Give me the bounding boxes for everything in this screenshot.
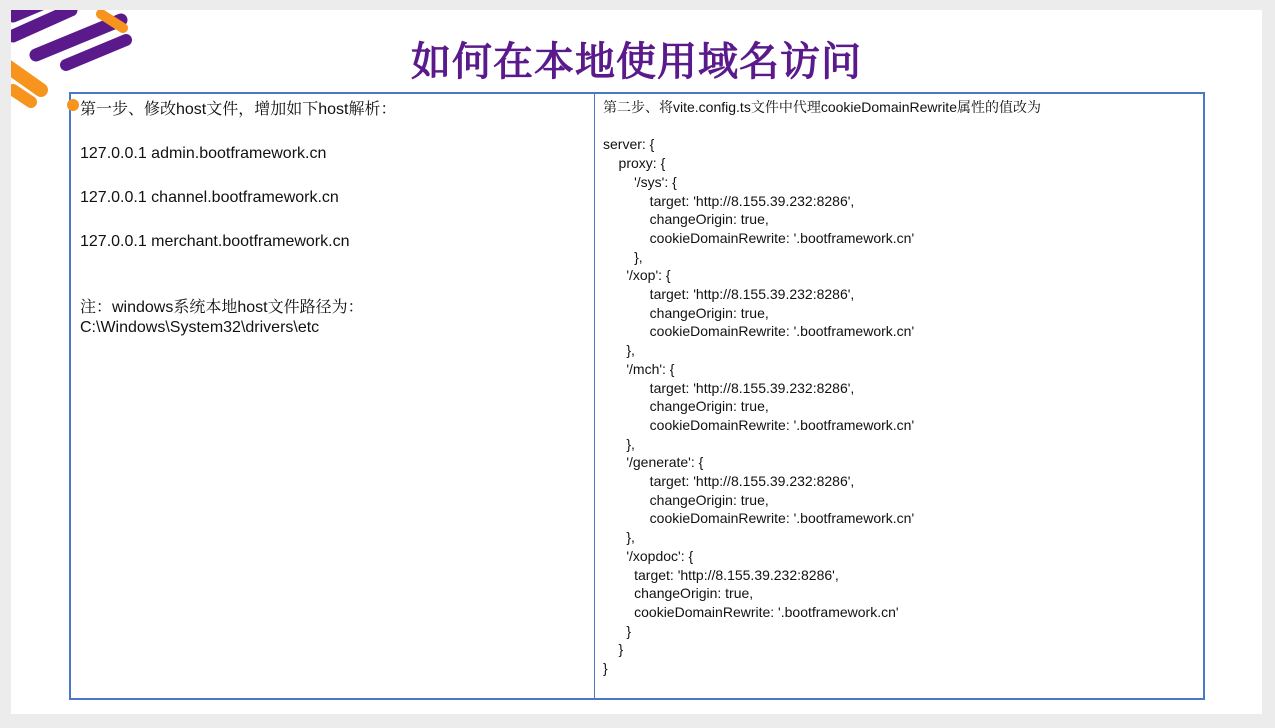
code-line: changeOrigin: true,: [603, 211, 769, 228]
note-line-1: 注：windows系统本地host文件路径为：: [80, 299, 364, 316]
step-one-heading: 第一步、修改host文件，增加如下host解析：: [80, 101, 397, 118]
left-panel: [69, 92, 595, 700]
code-line: changeOrigin: true,: [603, 398, 769, 415]
code-line: cookieDomainRewrite: '.bootframework.cn': [603, 229, 915, 246]
code-line: proxy: {: [603, 155, 666, 172]
code-line: '/xopdoc': {: [603, 547, 694, 564]
code-line: target: 'http://8.155.39.232:8286',: [603, 379, 855, 396]
code-line: '/xop': {: [603, 267, 671, 284]
code-line: '/generate': {: [603, 454, 704, 471]
code-line: cookieDomainRewrite: '.bootframework.cn': [603, 603, 899, 620]
code-line: }: [603, 660, 608, 677]
code-line: '/mch': {: [603, 360, 675, 377]
step-two-heading: 第二步、将vite.config.ts文件中代理cookieDomainRewrite属性的值改为: [603, 99, 1041, 115]
code-line: },: [603, 529, 635, 546]
code-line: },: [603, 342, 635, 359]
code-line: server: {: [603, 136, 655, 153]
code-line: },: [603, 435, 635, 452]
code-line: '/sys': {: [603, 173, 677, 190]
code-line: changeOrigin: true,: [603, 304, 769, 321]
page-title: 如何在本地使用域名访问: [411, 39, 862, 85]
note-line-2: C:\Windows\System32\drivers\etc: [80, 319, 320, 336]
code-line: target: 'http://8.155.39.232:8286',: [603, 473, 855, 490]
code-line: changeOrigin: true,: [603, 491, 769, 508]
host-entry-admin: 127.0.0.1 admin.bootframework.cn: [80, 145, 327, 162]
slide: [11, 10, 1262, 714]
spacer: [603, 117, 1203, 136]
code-line: target: 'http://8.155.39.232:8286',: [603, 566, 839, 583]
right-panel: [594, 92, 1205, 700]
host-entry-merchant: 127.0.0.1 merchant.bootframework.cn: [80, 233, 350, 250]
host-entry-channel: 127.0.0.1 channel.bootframework.cn: [80, 189, 339, 206]
code-line: target: 'http://8.155.39.232:8286',: [603, 286, 855, 303]
code-line: cookieDomainRewrite: '.bootframework.cn': [603, 510, 915, 527]
code-line: }: [603, 622, 632, 639]
code-line: cookieDomainRewrite: '.bootframework.cn': [603, 323, 915, 340]
code-line: changeOrigin: true,: [603, 585, 754, 602]
code-line: cookieDomainRewrite: '.bootframework.cn': [603, 416, 915, 433]
bullet-dot: [67, 99, 79, 111]
code-line: }: [603, 641, 624, 658]
code-line: },: [603, 248, 643, 265]
code-block: [603, 135, 1203, 677]
code-line: target: 'http://8.155.39.232:8286',: [603, 192, 855, 209]
